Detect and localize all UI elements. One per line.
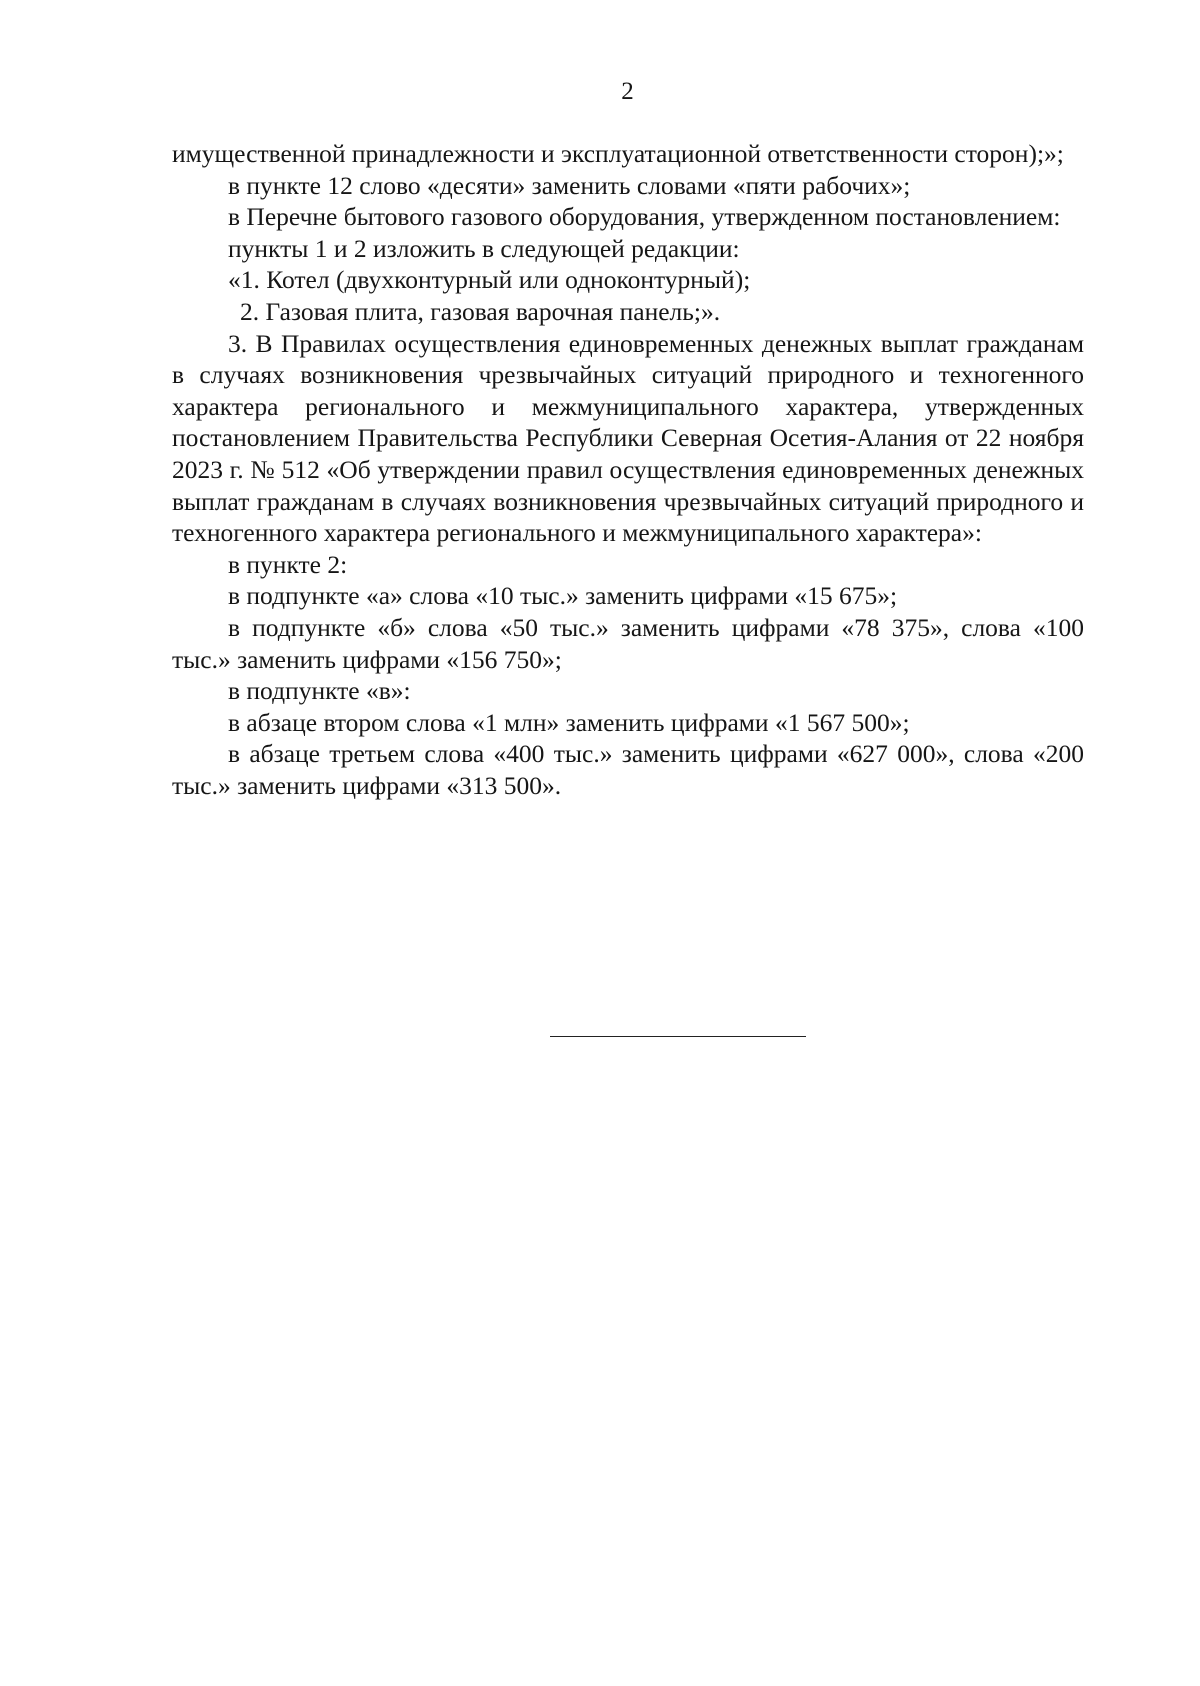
- paragraph-boiler: «1. Котел (двухконтурный или одноконтурный);: [228, 265, 751, 295]
- end-separator-line: [550, 1036, 806, 1037]
- paragraph-item-2: в пункте 2:: [228, 549, 348, 579]
- document-body: [172, 138, 1084, 801]
- paragraph-second-abzac: в абзаце втором слова «1 млн» заменить цифрами «1 567 500»;: [228, 707, 910, 737]
- paragraph-gas-stove: 2. Газовая плита, газовая варочная панель;».: [240, 296, 721, 326]
- paragraph-items-1-2: пункты 1 и 2 изложить в следующей редакции:: [228, 233, 740, 263]
- paragraph-continuation: имущественной принадлежности и эксплуатационной ответственности сторон);»;: [172, 139, 1064, 168]
- paragraph-equipment-list: в Перечне бытового газового оборудования, утвержденном постановлением:: [228, 202, 1061, 232]
- paragraph-third-abzac: в абзаце третьем слова «400 тыс.» заменить цифрами «627 000», слова «200 тыс.» заменить цифрами «313 500».: [172, 739, 1084, 800]
- paragraph-section-3: 3. В Правилах осуществления единовременных денежных выплат гражданам в случаях возникновения чрезвычайных ситуаций природного и техногенного характера регионального и межмуниципального характера, утвержденных постановлением Правительства Республики Северная Осетия-Алания от 22 ноября 2023 г. № 512 «Об утверждении правил осуществления единовременных денежных выплат гражданам в случаях возникновения чрезвычайных ситуаций природного и техногенного характера регионального и межмуниципального характера»:: [172, 328, 1084, 548]
- paragraph-subitem-a: в подпункте «а» слова «10 тыс.» заменить цифрами «15 675»;: [228, 581, 898, 611]
- page-number: 2: [621, 78, 634, 105]
- paragraph-subitem-b: в подпункте «б» слова «50 тыс.» заменить цифрами «78 375», слова «100 тыс.» заменить цифрами «156 750»;: [172, 612, 1084, 674]
- paragraph-subitem-v: в подпункте «в»:: [228, 676, 411, 706]
- paragraph-item-12: в пункте 12 слово «десяти» заменить словами «пяти рабочих»;: [228, 170, 911, 200]
